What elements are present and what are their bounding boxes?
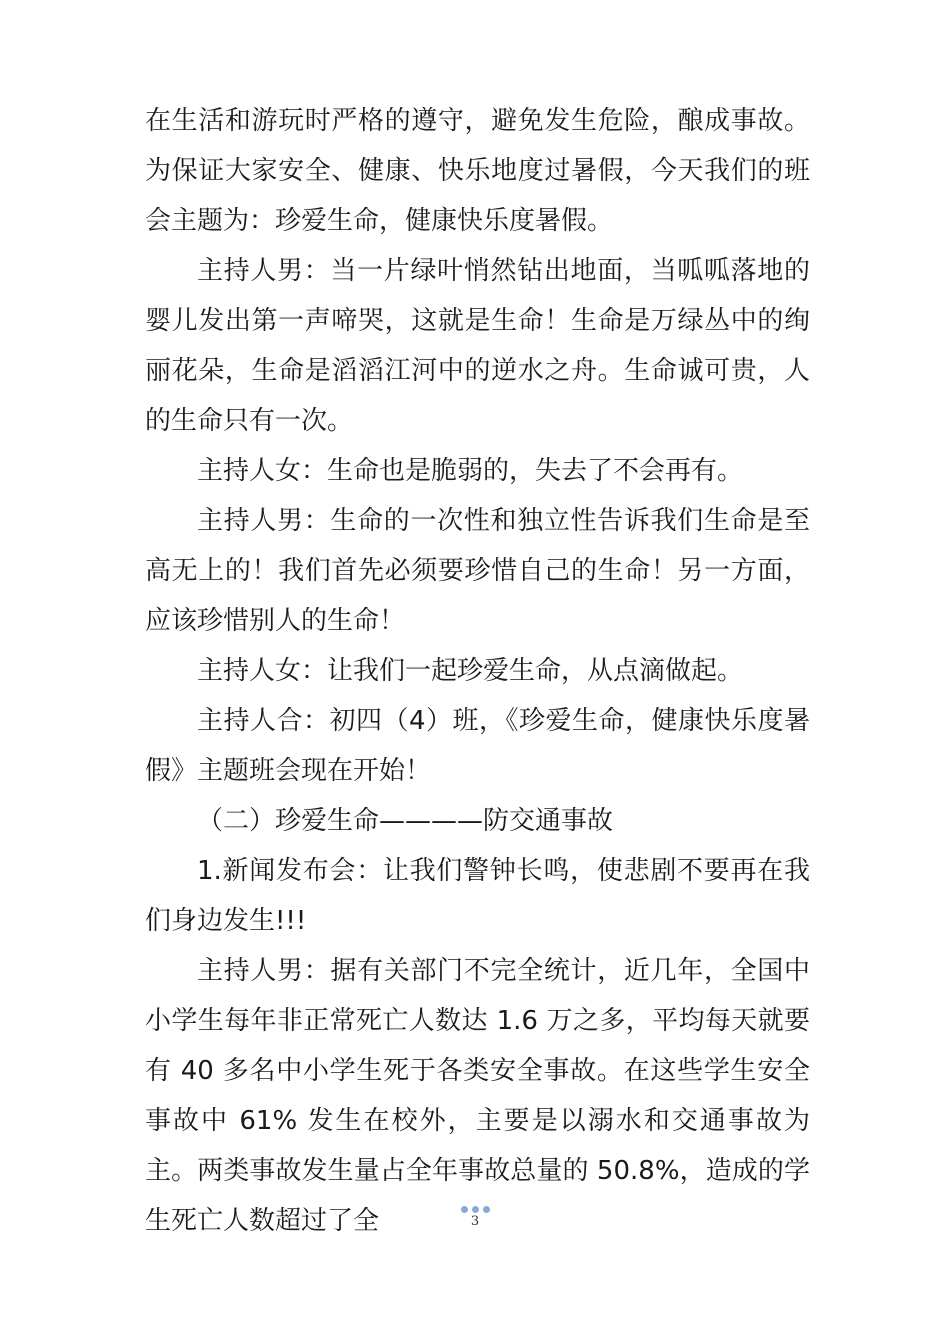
paragraph-host-female-1: 主持人女：生命也是脆弱的，失去了不会再有。 bbox=[197, 456, 744, 486]
paragraph-host-male-2: 主持人男：生命的一次性和独立性告诉我们生命是至高无上的！我们首先必须要珍惜自己的生命！另一方面，应该珍惜别人的生命！ bbox=[145, 506, 810, 636]
section-heading: （二）珍爱生命————防交通事故 bbox=[197, 806, 614, 836]
dot-icon bbox=[483, 1206, 490, 1213]
paragraph-host-male-3: 主持人男：据有关部门不完全统计，近几年，全国中小学生每年非正常死亡人数达 1.6 万之多，平均每天就要有 40 多名中小学生死于各类安全事故。在这些学生安全事故中 61% 发生在校外，主要是以溺水和交通事故为主。两类事故发生量占全年事故总量的 50.8%，造成的学生死亡人数超过了全 bbox=[145, 956, 810, 1236]
dot-icon bbox=[472, 1206, 479, 1213]
document-body bbox=[145, 96, 810, 1246]
dot-icon bbox=[461, 1206, 468, 1213]
paragraph-host-together: 主持人合：初四（4）班，《珍爱生命，健康快乐度暑假》主题班会现在开始！ bbox=[145, 706, 810, 786]
paragraph-news-conference: 1.新闻发布会：让我们警钟长鸣，使悲剧不要再在我们身边发生!!! bbox=[145, 856, 810, 936]
paragraph-continuation: 在生活和游玩时严格的遵守，避免发生危险，酿成事故。为保证大家安全、健康、快乐地度过暑假，今天我们的班会主题为：珍爱生命，健康快乐度暑假。 bbox=[145, 106, 810, 236]
page-separator-dots bbox=[0, 1200, 950, 1212]
paragraph-host-female-2: 主持人女：让我们一起珍爱生命，从点滴做起。 bbox=[197, 656, 744, 686]
paragraph-host-male-1: 主持人男：当一片绿叶悄然钻出地面，当呱呱落地的婴儿发出第一声啼哭，这就是生命！生命是万绿丛中的绚丽花朵，生命是滔滔江河中的逆水之舟。生命诚可贵，人的生命只有一次。 bbox=[145, 256, 810, 436]
page-number: 3 bbox=[470, 1214, 480, 1229]
